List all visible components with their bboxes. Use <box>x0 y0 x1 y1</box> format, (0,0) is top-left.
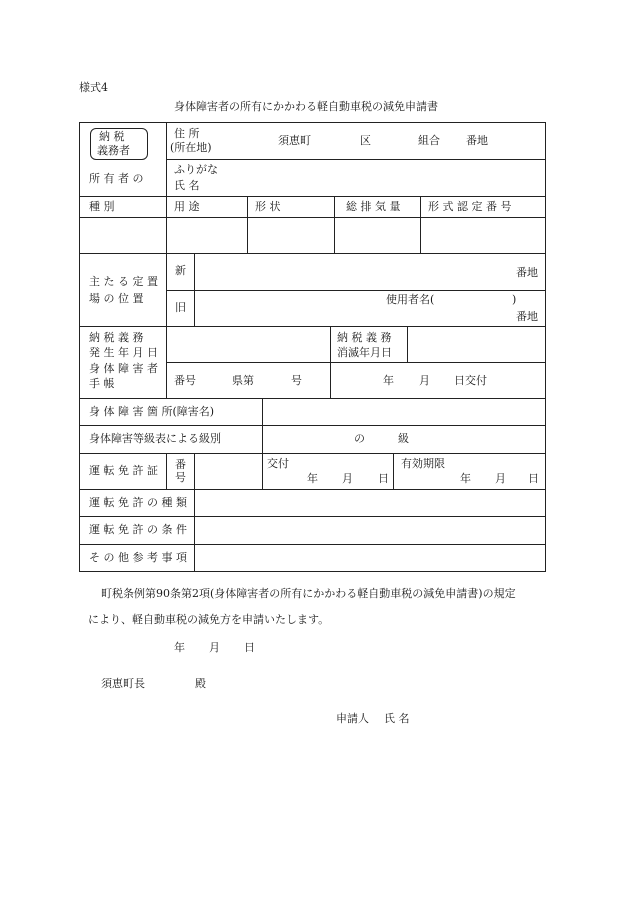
date-year-label: 年 <box>174 641 185 654</box>
shape-label: 形 状 <box>255 200 281 213</box>
grade-kyu-label: 級 <box>398 432 409 445</box>
occurrence-label-2: 発 生 年 月 日 <box>89 346 158 359</box>
grade-no-label: の <box>354 432 365 445</box>
disability-grade-label: 身体障害等級表による級別 <box>89 432 221 445</box>
document-title: 身体障害者の所有にかかわる軽自動車税の減免申請書 <box>174 100 438 113</box>
license-valid-label: 有効期限 <box>401 457 445 470</box>
model-number-label: 形 式 認 定 番 号 <box>428 200 512 213</box>
license-number-label-1: 番 <box>175 458 186 471</box>
kumiai-label: 組合 <box>418 134 440 147</box>
other-notes-label: そ の 他 参 考 事 項 <box>89 551 187 564</box>
license-number-label-2: 号 <box>175 471 186 484</box>
applicant-name-label: 氏 名 <box>384 712 410 725</box>
issue-year-label: 年 <box>307 472 318 485</box>
issue-day-label: 日 <box>378 472 389 485</box>
name-label: 氏 名 <box>174 179 200 192</box>
location-label-2: 場 の 位 置 <box>89 292 144 305</box>
old-location-label: 旧 <box>175 301 186 314</box>
owner-label: 所 有 者 の <box>89 172 144 185</box>
town-name: 須恵町 <box>278 134 311 147</box>
date-month-label: 月 <box>209 641 220 654</box>
extinction-label-2: 消滅年月日 <box>337 346 392 359</box>
user-name-label: 使用者名( <box>386 293 435 306</box>
valid-month-label: 月 <box>495 472 506 485</box>
banchi-label: 番地 <box>466 134 488 147</box>
handbook-label-1: 身 体 障 害 者 <box>89 362 158 375</box>
handbook-number-label: 番号 <box>174 374 196 387</box>
location-label-1: 主 た る 定 置 <box>89 275 158 288</box>
use-label: 用 途 <box>174 200 200 213</box>
handbook-year-label: 年 <box>383 374 394 387</box>
dono-label: 殿 <box>195 677 206 690</box>
disability-part-label: 身 体 障 害 箇 所(障害名) <box>89 405 215 418</box>
kind-label: 種 別 <box>89 200 115 213</box>
date-day-label: 日 <box>244 641 255 654</box>
displacement-label: 総 排 気 量 <box>346 200 401 213</box>
valid-year-label: 年 <box>460 472 471 485</box>
duty-label-2: 義務者 <box>97 144 130 157</box>
license-condition-label: 運 転 免 許 の 条 件 <box>89 523 187 536</box>
furigana-label: ふりがな <box>174 163 218 176</box>
statement-line-2: により、軽自動車税の減免方を申請いたします。 <box>88 613 330 626</box>
address-sub-label: (所在地) <box>170 141 212 154</box>
user-name-close: ) <box>512 293 517 306</box>
new-banchi-label: 番地 <box>516 266 538 279</box>
handbook-issued-label: 日交付 <box>454 374 487 387</box>
ku-label: 区 <box>360 134 371 147</box>
handbook-label-2: 手 帳 <box>89 377 115 390</box>
form-number: 様式4 <box>79 81 108 94</box>
go-label: 号 <box>291 374 302 387</box>
statement-line-1: 町税条例第90条第2項(身体障害者の所有にかかわる軽自動車税の減免申請書)の規定 <box>101 587 516 600</box>
valid-day-label: 日 <box>528 472 539 485</box>
occurrence-label-1: 納 税 義 務 <box>89 331 144 344</box>
duty-label-1: 納 税 <box>99 130 125 143</box>
issue-month-label: 月 <box>342 472 353 485</box>
old-banchi-label: 番地 <box>516 310 538 323</box>
license-type-label: 運 転 免 許 の 種 類 <box>89 496 187 509</box>
handbook-month-label: 月 <box>419 374 430 387</box>
mayor-label: 須恵町長 <box>101 677 145 690</box>
prefecture-label: 県第 <box>232 374 254 387</box>
new-location-label: 新 <box>175 264 186 277</box>
address-label: 住 所 <box>174 127 200 140</box>
license-issue-label: 交付 <box>267 457 289 470</box>
license-label: 運 転 免 許 証 <box>89 464 158 477</box>
applicant-label: 申請人 <box>336 712 369 725</box>
extinction-label-1: 納 税 義 務 <box>337 331 392 344</box>
